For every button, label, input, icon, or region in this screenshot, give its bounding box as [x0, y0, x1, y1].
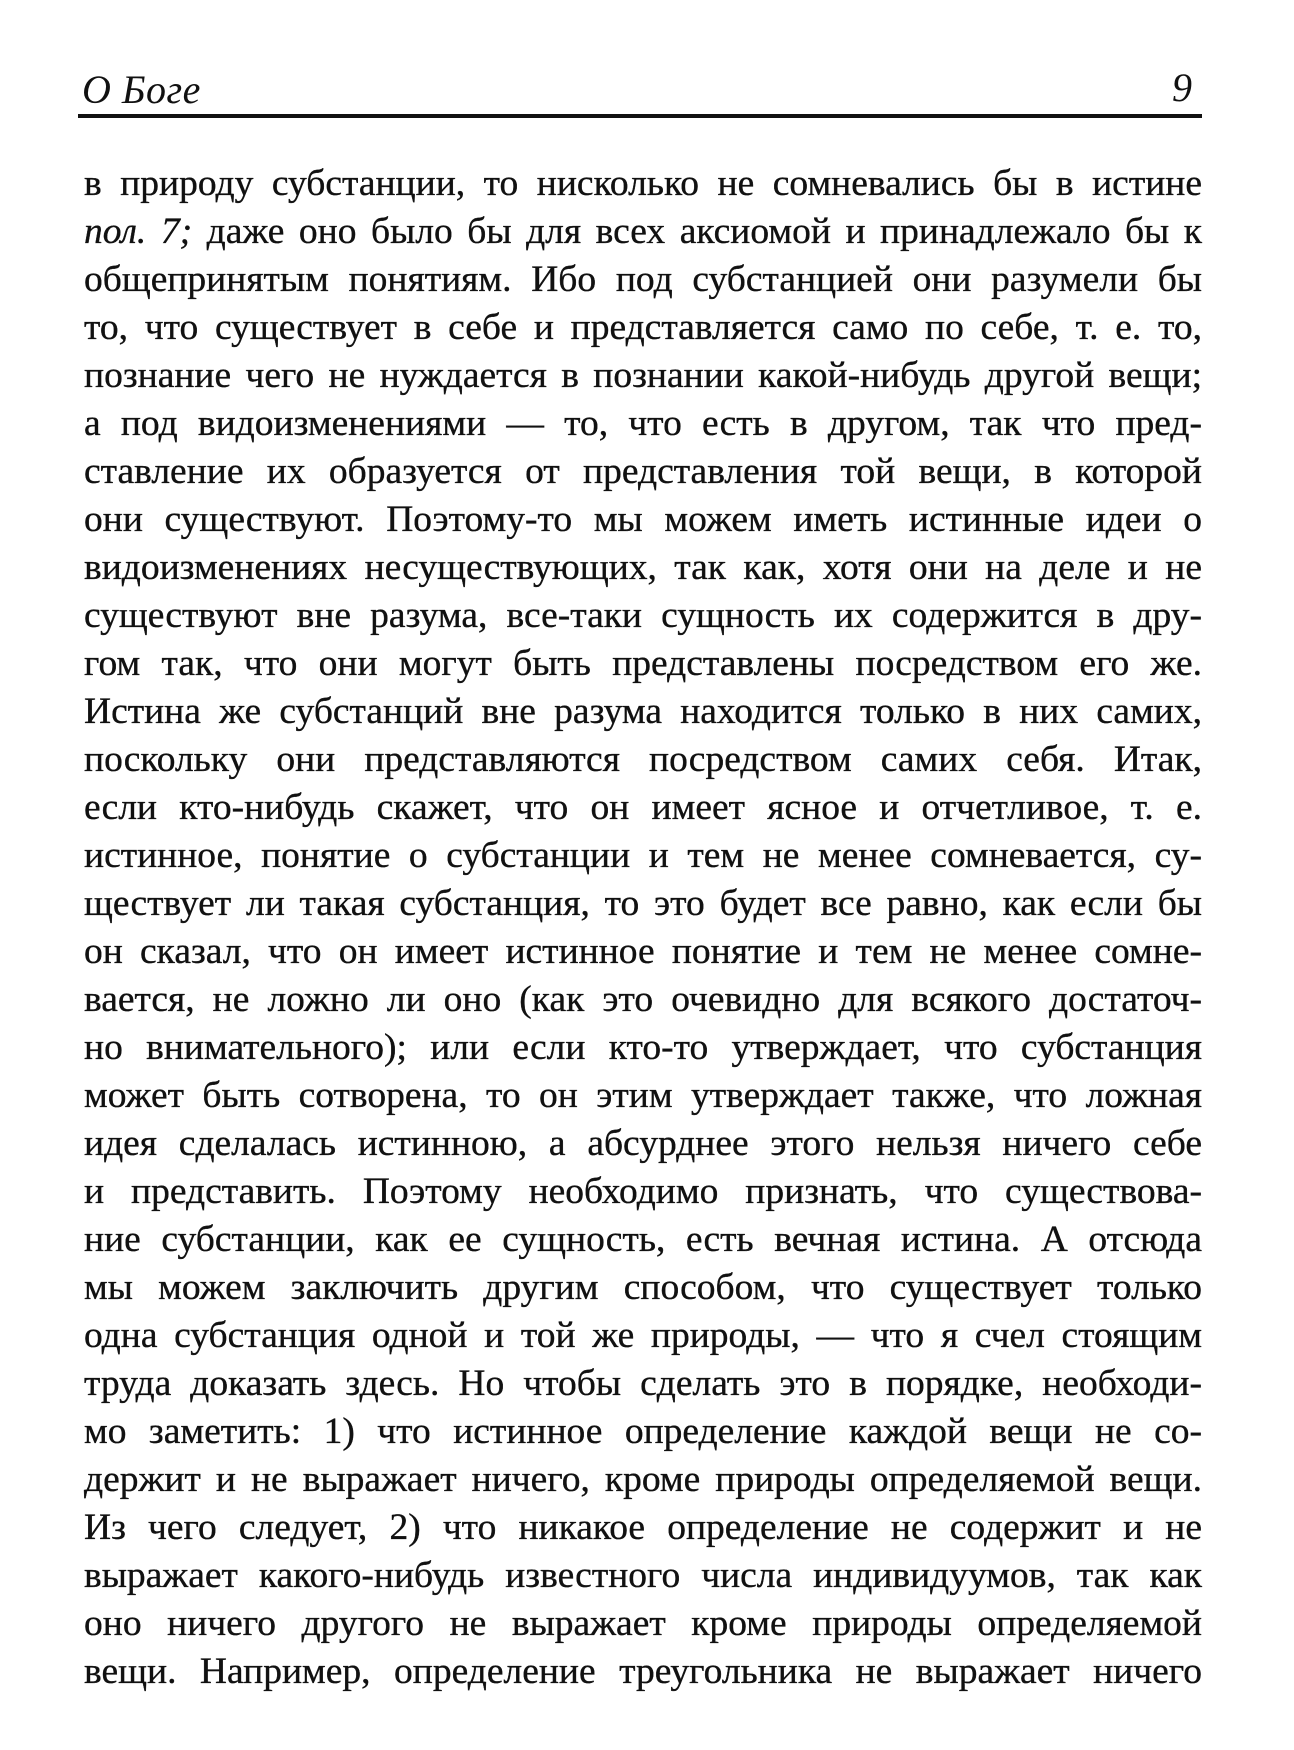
text-line: существуют вне разума, все-таки сущность их содержится в дру-	[84, 595, 1202, 636]
text-line: общепринятым понятиям. Ибо под субстанцией они разумели бы	[84, 259, 1202, 300]
text-line: одна субстанция одной и той же природы, — что я счел стоящим	[84, 1315, 1202, 1356]
text-line: труда доказать здесь. Но чтобы сделать это в порядке, необходи-	[84, 1363, 1202, 1404]
text-line: они существуют. Поэтому-то мы можем иметь истинные идеи о	[84, 499, 1202, 540]
text-line: идея сделалась истинною, а абсурднее этого нельзя ничего себе	[84, 1123, 1202, 1164]
text-line: выражает какого-нибудь известного числа индивидуумов, так как	[84, 1555, 1202, 1596]
page-number: 9	[1172, 65, 1192, 110]
running-title: О Боге	[82, 67, 201, 112]
text-line: ние субстанции, как ее сущность, есть вечная истина. А отсюда	[84, 1219, 1202, 1260]
text-line: и представить. Поэтому необходимо признать, что существова-	[84, 1171, 1202, 1212]
text-line: он сказал, что он имеет истинное понятие и тем не менее сомне-	[84, 931, 1202, 972]
italic-reference: пол. 7;	[84, 211, 193, 252]
text-line: оно ничего другого не выражает кроме природы определяемой	[84, 1603, 1202, 1644]
header-rule	[78, 114, 1202, 118]
text-line: Из чего следует, 2) что никакое определение не содержит и не	[84, 1507, 1202, 1548]
text-line: держит и не выражает ничего, кроме природы определяемой вещи.	[84, 1459, 1202, 1500]
text-line: в природу субстанции, то нисколько не сомневались бы в истине	[84, 163, 1202, 204]
text-line: Истина же субстанций вне разума находится только в них самих,	[84, 691, 1202, 732]
text-line: вещи. Например, определение треугольника не выражает ничего	[84, 1651, 1202, 1692]
text-line: мо заметить: 1) что истинное определение каждой вещи не со-	[84, 1411, 1202, 1452]
text-line: ставление их образуется от представления той вещи, в которой	[84, 451, 1202, 492]
text-line: может быть сотворена, то он этим утверждает также, что ложная	[84, 1075, 1202, 1116]
text-line: пол. 7; даже оно было бы для всех аксиомой и принадлежало бы к	[84, 211, 1203, 252]
text-line: но внимательного); или если кто-то утверждает, что субстанция	[84, 1027, 1202, 1068]
text-line: истинное, понятие о субстанции и тем не менее сомневается, су-	[84, 835, 1202, 876]
text-line: поскольку они представляются посредством самих себя. Итак,	[84, 739, 1202, 780]
text-line: то, что существует в себе и представляется само по себе, т. е. то,	[84, 307, 1202, 348]
text-line: вается, не ложно ли оно (как это очевидно для всякого достаточ-	[84, 979, 1202, 1020]
text-line: ществует ли такая субстанция, то это будет все равно, как если бы	[84, 883, 1202, 924]
text-line: если кто-нибудь скажет, что он имеет ясное и отчетливое, т. е.	[84, 787, 1202, 828]
text-line: мы можем заключить другим способом, что существует только	[84, 1267, 1202, 1308]
text-line: а под видоизменениями — то, что есть в другом, так что пред-	[84, 403, 1202, 444]
running-head	[78, 62, 1202, 114]
text-line: познание чего не нуждается в познании какой-нибудь другой вещи;	[84, 355, 1202, 396]
text-line: гом так, что они могут быть представлены посредством его же.	[84, 643, 1202, 684]
body-text	[84, 160, 1202, 1696]
text-line: видоизменениях несуществующих, так как, хотя они на деле и не	[84, 547, 1202, 588]
